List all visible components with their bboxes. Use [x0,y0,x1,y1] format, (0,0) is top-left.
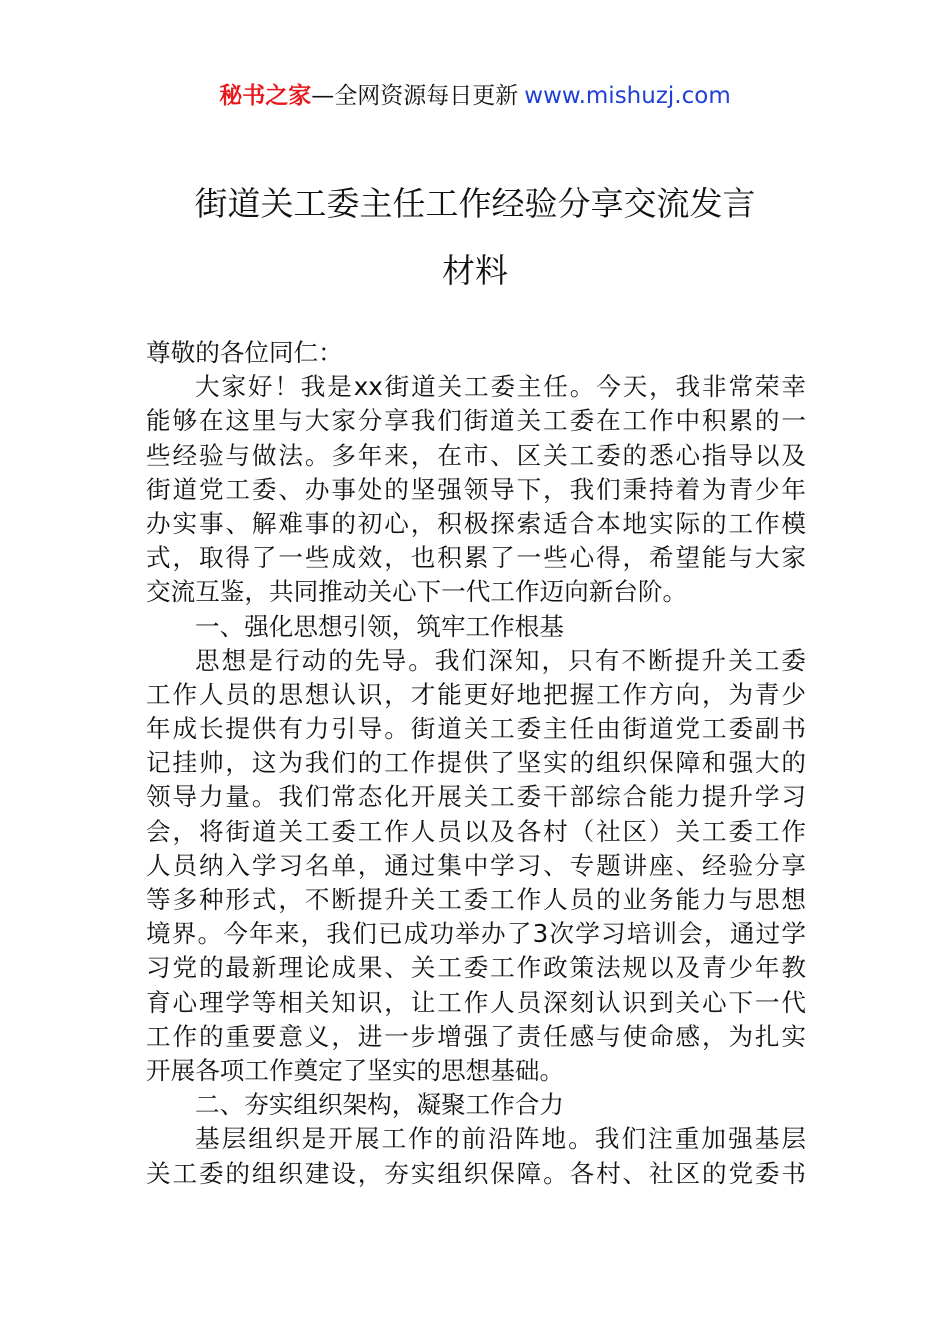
document-body [146,336,806,1191]
body-text-line: 些经验与做法。多年来，在市、区关工委的悉心指导以及 [146,440,806,470]
site-header [0,80,950,112]
body-text-line: 会，将街道关工委工作人员以及各村（社区）关工委工作 [146,816,806,846]
site-url-link[interactable]: www.mishuzj.com [524,83,731,109]
brand-name: 秘书之家 [219,83,312,109]
body-text-line: 开展各项工作奠定了坚实的思想基础。 [146,1055,565,1085]
body-text-line: 境界。今年来，我们已成功举办了3次学习培训会，通过学 [146,919,806,949]
body-text-line: 关工委的组织建设，夯实组织保障。各村、社区的党委书 [146,1158,806,1188]
document-title-line-2: 材料 [442,251,508,290]
body-text-line: 工作的重要意义，进一步增强了责任感与使命感，为扎实 [146,1021,806,1051]
document-title-line-1: 街道关工委主任工作经验分享交流发言 [194,184,756,223]
body-text-line: 能够在这里与大家分享我们街道关工委在工作中积累的一 [146,406,806,436]
body-text-line: 习党的最新理论成果、关工委工作政策法规以及青少年教 [146,953,806,983]
body-text-line: 工作人员的思想认识，才能更好地把握工作方向，为青少 [146,679,806,709]
body-text-line: 人员纳入学习名单，通过集中学习、专题讲座、经验分享 [146,850,806,880]
body-text-line: 记挂帅，这为我们的工作提供了坚实的组织保障和强大的 [146,748,806,778]
body-text-line: 基层组织是开展工作的前沿阵地。我们注重加强基层 [195,1124,806,1154]
site-tagline: —全网资源每日更新 [311,83,519,109]
body-text-line: 街道党工委、办事处的坚强领导下，我们秉持着为青少年 [146,474,806,504]
section-heading: 二、夯实组织架构，凝聚工作合力 [195,1090,564,1120]
body-text-line: 交流互鉴，共同推动关心下一代工作迈向新台阶。 [146,577,688,607]
body-text-line: 年成长提供有力引导。街道关工委主任由街道党工委副书 [146,714,806,744]
body-text-line: 思想是行动的先导。我们深知，只有不断提升关工委 [195,645,806,675]
body-text-line: 育心理学等相关知识，让工作人员深刻认识到关心下一代 [146,987,806,1017]
body-text-line: 式，取得了一些成效，也积累了一些心得，希望能与大家 [146,543,806,573]
section-heading: 一、强化思想引领，筑牢工作根基 [195,611,564,641]
body-text-line: 大家好！我是xx街道关工委主任。今天，我非常荣幸 [195,372,806,402]
body-text-line: 等多种形式，不断提升关工委工作人员的业务能力与思想 [146,885,806,914]
body-text-line: 领导力量。我们常态化开展关工委干部综合能力提升学习 [146,782,806,812]
body-text-line: 办实事、解难事的初心，积极探索适合本地实际的工作模 [146,508,806,538]
body-text-line: 尊敬的各位同仁： [146,338,343,367]
